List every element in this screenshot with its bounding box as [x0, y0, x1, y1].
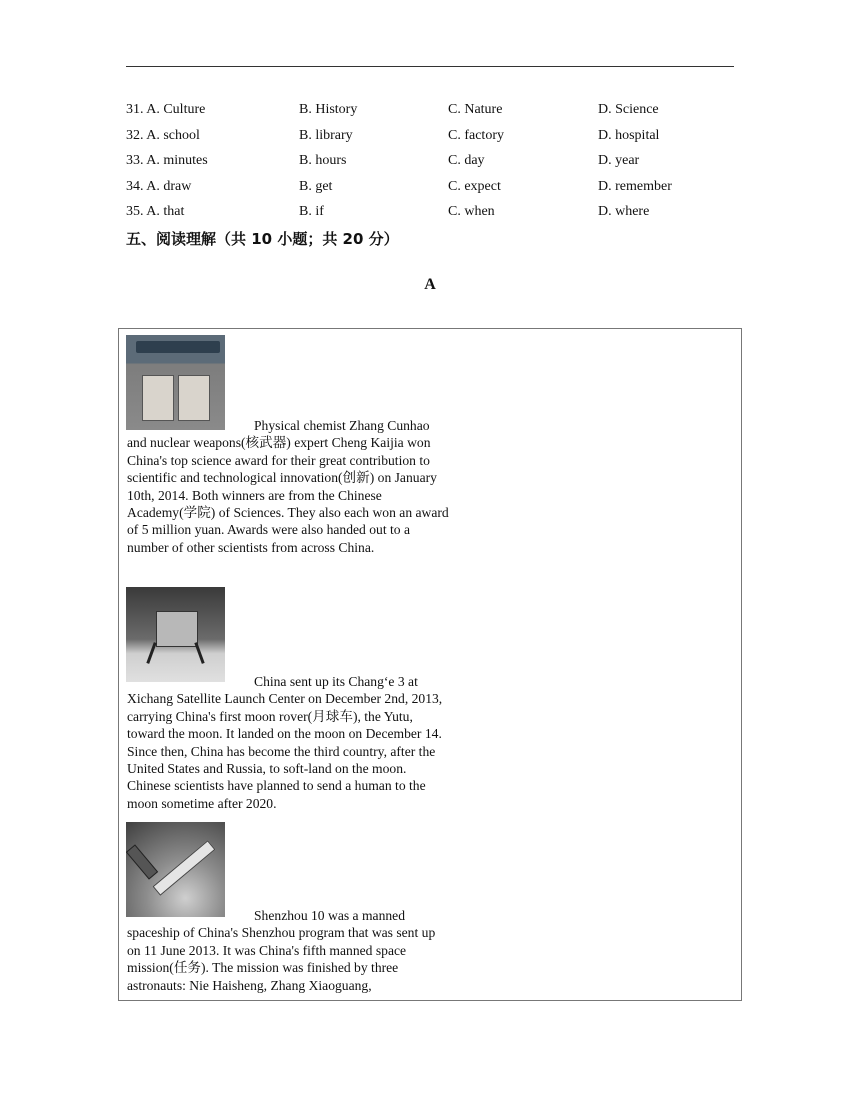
option-a: 31. A. Culture	[126, 102, 206, 117]
option-row-31	[126, 100, 746, 126]
option-c: C. day	[448, 153, 485, 168]
option-a: 35. A. that	[126, 204, 185, 219]
option-b: B. hours	[299, 153, 347, 168]
option-c: C. when	[448, 204, 495, 219]
option-d: D. year	[598, 153, 640, 168]
paragraph-body: Xichang Satellite Launch Center on December 2nd, 2013, carrying China's first moon rover(月球车), the Yutu, toward the moon. It landed on the moon on December 14. Since then, China has become the third country, after the United States and Russia, to soft-land on the moon. Chinese scientists have planned to send a human to the moon sometime after 2020.	[127, 691, 443, 811]
option-c: C. Nature	[448, 102, 503, 117]
option-row-35	[126, 202, 746, 228]
paragraph-shenzhou10	[127, 907, 449, 994]
answer-options	[126, 100, 746, 228]
option-b: B. History	[299, 102, 358, 117]
option-d: D. Science	[598, 102, 659, 117]
option-row-34	[126, 177, 746, 203]
option-d: D. hospital	[598, 127, 660, 143]
option-b: B. library	[299, 127, 353, 143]
paragraph-award	[127, 417, 449, 556]
paragraph-body: and nuclear weapons(核武器) expert Cheng Kaijia won China's top science award for their great contribution to scientific and technological innovation(创新) on January 10th, 2014. Both winners are from the Chinese Academy(学院) of Sciences. They also each won an award of 5 million yuan. Awards were also handed out to a number of other scientists from across China.	[127, 435, 449, 555]
paragraph-first-line: Shenzhou 10 was a manned	[254, 908, 406, 923]
option-a: 34. A. draw	[126, 178, 192, 194]
passage-letter: A	[424, 276, 436, 293]
option-c: C. expect	[448, 178, 501, 194]
paragraph-first-line: Physical chemist Zhang Cunhao	[254, 418, 430, 433]
section-title: 五、阅读理解（共 10 小题；共 20 分）	[126, 230, 399, 248]
award-photo	[126, 335, 225, 430]
paragraph-first-line: China sent up its Chang‘e 3 at	[254, 674, 418, 689]
passage-box	[118, 328, 742, 1001]
moon-lander-photo	[126, 587, 225, 682]
option-c: C. factory	[448, 127, 504, 143]
header-rule	[126, 66, 734, 67]
option-a: 33. A. minutes	[126, 153, 208, 168]
spaceship-photo	[126, 822, 225, 917]
option-row-32	[126, 126, 746, 152]
option-b: B. if	[299, 204, 324, 219]
option-a: 32. A. school	[126, 127, 200, 143]
option-row-33	[126, 151, 746, 177]
paragraph-body: spaceship of China's Shenzhou program that was sent up on 11 June 2013. It was China's fifth manned space mission(任务). The mission was finished by three astronauts: Nie Haisheng, Zhang Xiaoguang,	[127, 925, 436, 993]
option-b: B. get	[299, 178, 333, 194]
option-d: D. remember	[598, 178, 672, 194]
paragraph-change3	[127, 673, 449, 812]
option-d: D. where	[598, 204, 650, 219]
